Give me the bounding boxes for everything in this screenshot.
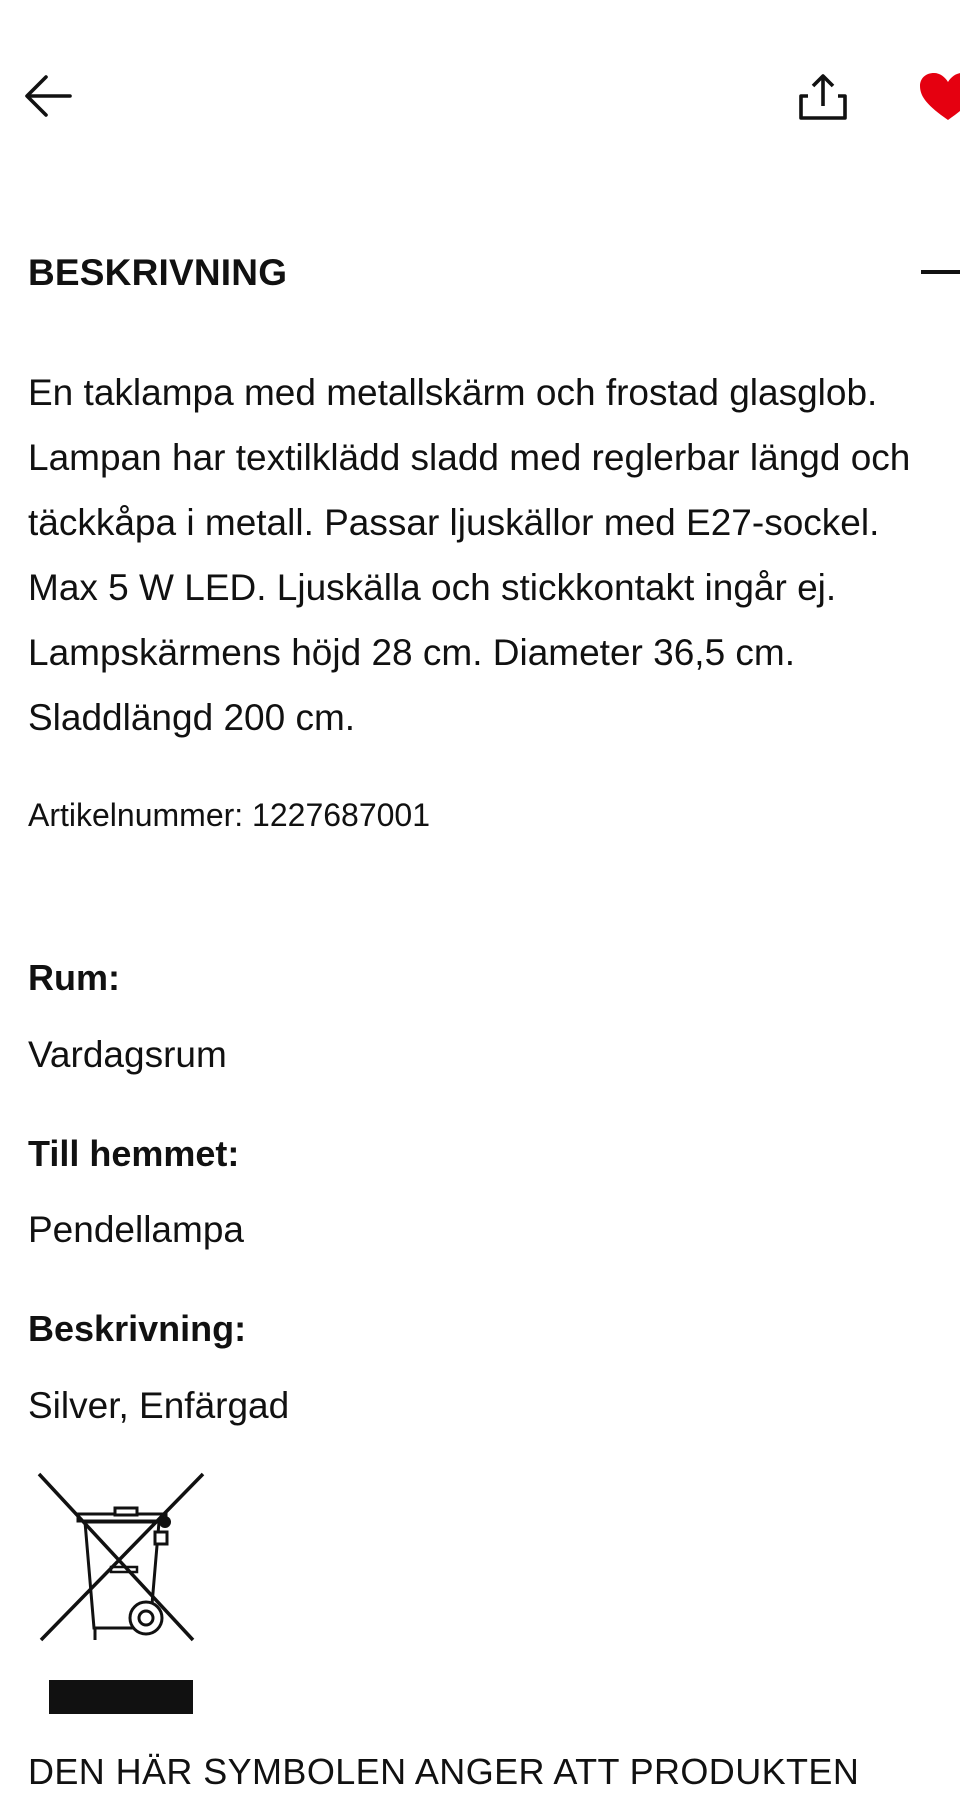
attribute-value-till-hemmet: Pendellampa [28, 1209, 244, 1250]
top-bar [0, 0, 960, 200]
section-title: BESKRIVNING [28, 252, 288, 293]
attribute-value-rum: Vardagsrum [28, 1034, 227, 1075]
share-button[interactable] [795, 72, 851, 128]
attribute-label-beskrivning: Beskrivning: [28, 1308, 247, 1349]
recycling-notice: DEN HÄR SYMBOLEN ANGER ATT PRODUKTEN [28, 1751, 860, 1792]
recycling-symbol [33, 1470, 207, 1720]
arrow-left-icon [22, 70, 74, 122]
back-button[interactable] [22, 70, 74, 122]
favorite-button[interactable] [918, 72, 960, 124]
product-description: En taklampa med metallskärm och frostad glasglob. Lampan har textilklädd sladd med reglerbar längd och täckkåpa i metall. Passar ljuskällor med E27-sockel. Max 5 W LED. Ljuskälla och stickkontakt ingår ej. Lampskärmens höjd 28 cm. Diameter 36,5 cm. Sladdlängd 200 cm. [28, 372, 911, 738]
attribute-label-till-hemmet: Till hemmet: [28, 1133, 240, 1174]
heart-icon [918, 72, 960, 124]
minus-icon[interactable] [921, 270, 960, 274]
crossed-out-wheeled-bin-icon [33, 1470, 207, 1720]
description-section-header[interactable] [0, 245, 960, 305]
attribute-label-rum: Rum: [28, 957, 120, 998]
share-icon [795, 72, 851, 128]
attribute-value-beskrivning: Silver, Enfärgad [28, 1385, 290, 1426]
article-number: Artikelnummer: 1227687001 [28, 797, 431, 833]
